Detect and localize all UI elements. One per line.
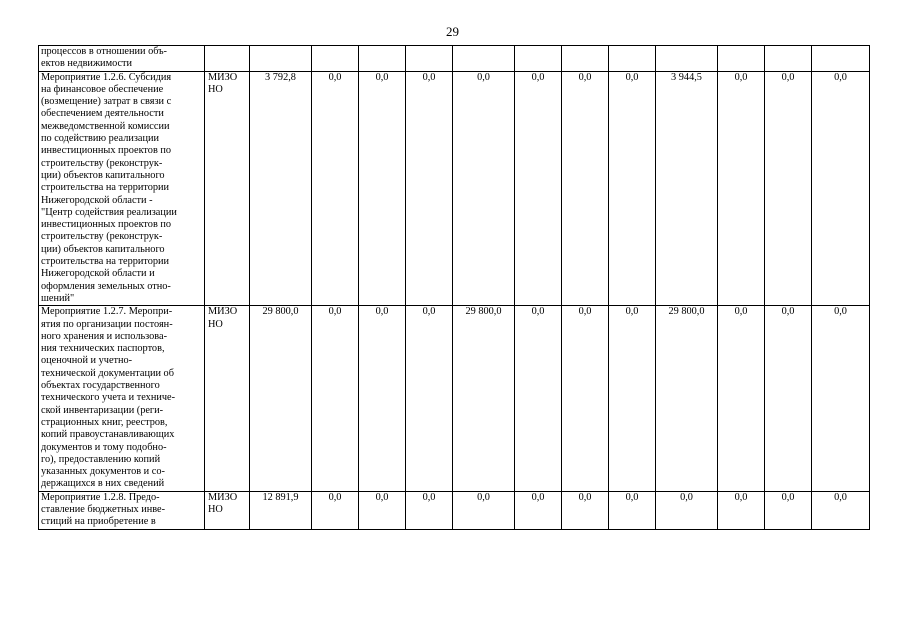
measure-description-line: строительства на территории xyxy=(41,182,170,194)
measure-description-line: межведомственной комиссии xyxy=(41,120,170,132)
table-row xyxy=(39,306,870,491)
funding-value-cell: 0,0 xyxy=(562,306,609,491)
funding-value-cell xyxy=(406,46,453,72)
funding-value-cell: 0,0 xyxy=(812,306,870,491)
page-number: 29 xyxy=(446,24,459,39)
measure-description-line: ния технических паспортов, xyxy=(41,343,165,355)
funding-value-cell: 0,0 xyxy=(406,71,453,306)
funding-value-cell: 0,0 xyxy=(718,491,765,529)
funding-value-cell: 0,0 xyxy=(359,71,406,306)
measure-description-line: строительству (реконструк- xyxy=(41,231,163,243)
funding-value-cell: 29 800,0 xyxy=(656,306,718,491)
funding-value-cell: 0,0 xyxy=(359,491,406,529)
measure-description-line: оформления земельных отно- xyxy=(41,280,171,292)
executor-cell: МИЗО НО xyxy=(205,306,250,491)
funding-value-cell: 0,0 xyxy=(609,306,656,491)
measure-description-line: страционных книг, реестров, xyxy=(41,416,168,428)
funding-value-cell: 0,0 xyxy=(562,491,609,529)
measure-description-line: документов и тому подобно- xyxy=(41,441,167,453)
measure-description-line: Нижегородской области и xyxy=(41,268,155,280)
measure-description-line: по содействию реализации xyxy=(41,133,160,145)
measure-description-line: ции) объектов капитального xyxy=(41,169,165,181)
funding-value-cell xyxy=(765,46,812,72)
funding-value-cell: 0,0 xyxy=(515,491,562,529)
funding-value-cell: 29 800,0 xyxy=(250,306,312,491)
measure-description-cell xyxy=(39,71,205,306)
funding-value-cell xyxy=(359,46,406,72)
funding-value-cell xyxy=(718,46,765,72)
funding-value-cell xyxy=(515,46,562,72)
measure-description-line: Мероприятие 1.2.8. Предо- xyxy=(41,491,160,503)
funding-value-cell xyxy=(812,46,870,72)
funding-value-cell: 0,0 xyxy=(609,491,656,529)
measure-description-line: ного хранения и использова- xyxy=(41,330,168,342)
funding-value-cell: 0,0 xyxy=(765,306,812,491)
funding-value-cell: 0,0 xyxy=(312,491,359,529)
measure-description-line: объектах государственного xyxy=(41,380,160,392)
measure-description-line: ятия по организации постоян- xyxy=(41,318,173,330)
measure-description-line: процессов в отношении объ- xyxy=(41,46,167,57)
funding-value-cell: 0,0 xyxy=(515,71,562,306)
funding-value-cell: 29 800,0 xyxy=(453,306,515,491)
measure-description-line: стиций на приобретение в xyxy=(41,516,156,528)
funding-value-cell: 0,0 xyxy=(359,306,406,491)
measure-description-line: ектов недвижимости xyxy=(41,58,133,70)
measure-description-line: технического учета и техниче- xyxy=(41,392,176,404)
funding-value-cell: 0,0 xyxy=(656,491,718,529)
measure-description-line: строительству (реконструк- xyxy=(41,157,163,169)
executor-cell: МИЗО НО xyxy=(205,491,250,529)
funding-value-cell xyxy=(609,46,656,72)
measure-description-line: ставление бюджетных инве- xyxy=(41,503,166,515)
funding-value-cell xyxy=(562,46,609,72)
measure-description-line: держащихся в них сведений xyxy=(41,478,165,490)
funding-value-cell: 0,0 xyxy=(312,306,359,491)
funding-value-cell: 0,0 xyxy=(765,491,812,529)
measure-description-line: инвестиционных проектов по xyxy=(41,145,172,157)
measure-description-line: инвестиционных проектов по xyxy=(41,219,172,231)
funding-value-cell xyxy=(453,46,515,72)
measure-description-line: Мероприятие 1.2.6. Субсидия xyxy=(41,71,172,83)
funding-value-cell: 0,0 xyxy=(765,71,812,306)
table-row xyxy=(39,46,870,72)
measure-description-line: го), предоставлению копий xyxy=(41,453,161,465)
funding-value-cell: 0,0 xyxy=(312,71,359,306)
measure-description-line: "Центр содействия реализации xyxy=(41,206,177,218)
funding-value-cell: 0,0 xyxy=(406,306,453,491)
funding-value-cell: 0,0 xyxy=(812,71,870,306)
measure-description-line: ции) объектов капитального xyxy=(41,243,165,255)
measure-description-line: строительства на территории xyxy=(41,256,170,268)
funding-value-cell: 0,0 xyxy=(718,71,765,306)
funding-value-cell xyxy=(250,46,312,72)
measure-description-line: Нижегородской области - xyxy=(41,194,153,206)
executor-cell: МИЗО НО xyxy=(205,71,250,306)
funding-value-cell xyxy=(656,46,718,72)
measure-description-cell xyxy=(39,491,205,529)
measure-description-line: на финансовое обеспечение xyxy=(41,83,164,95)
measure-description-line: обеспечением деятельности xyxy=(41,108,164,120)
funding-value-cell xyxy=(312,46,359,72)
measure-description-line: ской инвентаризации (реги- xyxy=(41,404,164,416)
funding-value-cell: 0,0 xyxy=(718,306,765,491)
funding-value-cell: 3 944,5 xyxy=(656,71,718,306)
measure-description-line: Мероприятие 1.2.7. Меропри- xyxy=(41,306,173,318)
executor-cell xyxy=(205,46,250,72)
funding-value-cell: 12 891,9 xyxy=(250,491,312,529)
funding-value-cell: 0,0 xyxy=(453,71,515,306)
table-body xyxy=(39,46,870,530)
measure-description-line: копий правоустанавливающих xyxy=(41,429,175,441)
funding-value-cell: 3 792,8 xyxy=(250,71,312,306)
measure-description-cell xyxy=(39,306,205,491)
measure-description-line: (возмещение) затрат в связи с xyxy=(41,96,172,108)
budget-table xyxy=(38,45,870,530)
funding-value-cell: 0,0 xyxy=(812,491,870,529)
table-row xyxy=(39,491,870,529)
funding-value-cell: 0,0 xyxy=(562,71,609,306)
funding-value-cell: 0,0 xyxy=(406,491,453,529)
funding-value-cell: 0,0 xyxy=(609,71,656,306)
measure-description-line: шений" xyxy=(41,292,75,304)
table-row xyxy=(39,71,870,306)
measure-description-line: оценочной и учетно- xyxy=(41,355,133,367)
funding-value-cell: 0,0 xyxy=(453,491,515,529)
measure-description-cell xyxy=(39,46,205,72)
measure-description-line: технической документации об xyxy=(41,367,174,379)
measure-description-line: указанных документов и со- xyxy=(41,466,165,478)
funding-value-cell: 0,0 xyxy=(515,306,562,491)
